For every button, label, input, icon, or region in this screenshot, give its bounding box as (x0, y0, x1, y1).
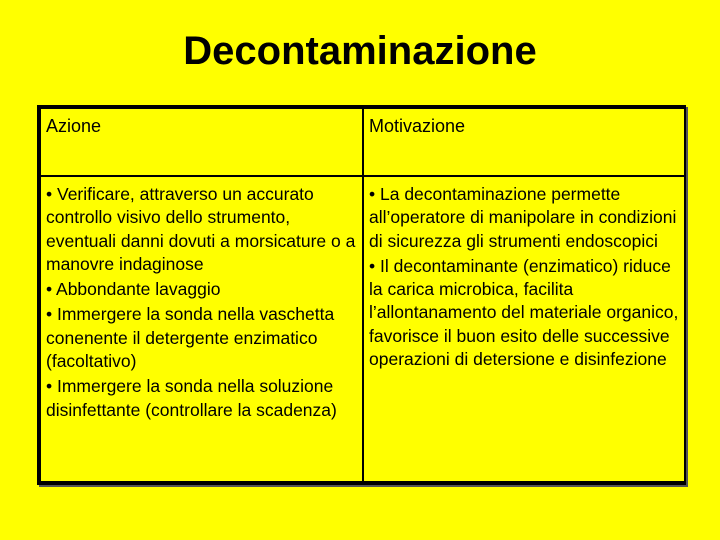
azione-item-verificare: • Verificare, attraverso un accurato controllo visivo dello strumento, eventuali danni dovuti a morsicature o a manovre indaginose (46, 184, 356, 274)
decontamination-table (37, 105, 686, 485)
azione-item-detergente: • Immergere la sonda nella vaschetta conenente il detergente enzimatico (facoltativo) (46, 304, 335, 372)
slide-title: Decontaminazione (183, 29, 537, 73)
header-motivazione: Motivazione (363, 108, 685, 176)
motivazione-cell (363, 176, 685, 482)
table-body-row (40, 176, 685, 482)
azione-item-lavaggio: • Abbondante lavaggio (46, 279, 221, 300)
table-header-row (40, 108, 685, 176)
azione-cell (40, 176, 363, 482)
motivazione-item-sicurezza: • La decontaminazione permette all’operatore di manipolare in condizioni di sicurezza gli strumenti endoscopici (369, 184, 677, 251)
motivazione-item-decontaminante: • Il decontaminante (enzimatico) riduce la carica microbica, facilita l’allontanamento del materiale organico, favorisce il buon esito delle successive operazioni di detersione e disinfezione (369, 255, 679, 370)
azione-item-disinfettante: • Immergere la sonda nella soluzione disinfettante (controllare la scadenza) (46, 376, 337, 420)
header-azione: Azione (40, 108, 363, 176)
